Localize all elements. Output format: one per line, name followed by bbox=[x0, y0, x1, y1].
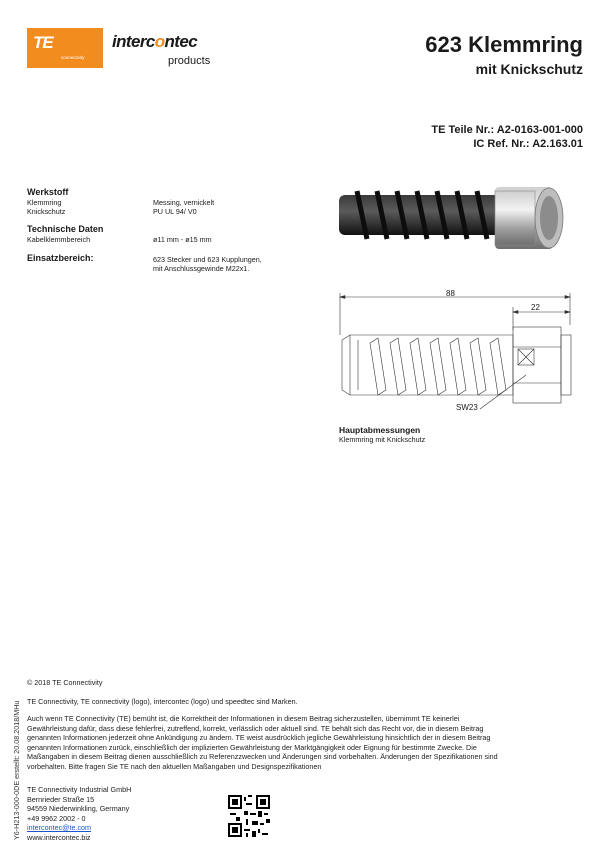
dimension-total: 88 bbox=[446, 289, 455, 298]
brand-o: o bbox=[154, 32, 165, 51]
te-logo-text: TE bbox=[33, 33, 53, 52]
disclaimer: Auch wenn TE Connectivity (TE) bemüht ist, die Korrektheit der Informationen in diesem Beitrag sicherzustellen, übernimmt TE keinerlei Gewährleistung dafür, dass diese fehlerfrei, zutreffend, korrekt, verlässlich oder aktuell sind. TE behält sich das Recht vor, die in diesem Beitrag genannten Informationen jederzeit ohne Ankündigung zu ändern. TE weist ausdrücklich jegliche Gewährleistung hinsichtlich der in diesem Beitrag genannten Informationen zurück, einschließlich der implizierten Gewährleistung der Marktgängigkeit oder Eignung für bestimmte Zwecke. Die Maßangaben in diesem Beitrag dienen ausschließlich zu Referenzzwecken und Änderungen sind vorbehalten. Änderungen der Spezifikationen sind vorbehalten. Bitte fragen Sie TE nach den aktuellen Maßangaben und Designspezifikationen bbox=[27, 714, 498, 771]
intercontec-logo bbox=[112, 32, 197, 52]
spec-value: PU UL 94/ V0 bbox=[153, 207, 197, 216]
copyright: © 2018 TE Connectivity bbox=[27, 678, 103, 687]
einsatzbereich-heading: Einsatzbereich: bbox=[27, 253, 94, 263]
trademark-notice: TE Connectivity, TE connectivity (logo), intercontec (logo) und speedtec sind Marken. bbox=[27, 697, 298, 706]
website: www.intercontec.biz bbox=[27, 832, 91, 842]
document-id-vertical: Y6-H213-000-0DE erstellt: 20.08.2018/MHu bbox=[12, 700, 21, 840]
qr-code bbox=[228, 795, 270, 837]
spec-label: Kabelklemmbereich bbox=[27, 235, 91, 244]
ic-reference: IC Ref. Nr.: A2.163.01 bbox=[473, 138, 583, 150]
einsatz-line-2: mit Anschlussgewinde M22x1. bbox=[153, 264, 250, 273]
te-connectivity-logo bbox=[27, 28, 103, 68]
spec-label: Klemmring bbox=[27, 198, 62, 207]
drawing-title: Hauptabmessungen bbox=[339, 425, 421, 435]
spec-value: ø11 mm - ø15 mm bbox=[153, 235, 212, 244]
product-image bbox=[335, 183, 575, 258]
page-title: 623 Klemmring bbox=[425, 32, 583, 57]
einsatz-line-1: 623 Stecker und 623 Kupplungen, bbox=[153, 255, 262, 264]
brand-products: products bbox=[168, 55, 211, 67]
phone: +49 9962 2002 - 0 bbox=[27, 813, 86, 823]
spec-label: Knickschutz bbox=[27, 207, 66, 216]
brand-prefix: interc bbox=[112, 32, 155, 51]
street: Bernrieder Straße 15 bbox=[27, 794, 95, 804]
part-number: TE Teile Nr.: A2-0163-001-000 bbox=[431, 124, 583, 136]
werkstoff-heading: Werkstoff bbox=[27, 187, 69, 197]
wrench-size-label: SW23 bbox=[456, 403, 478, 412]
page-subtitle: mit Knickschutz bbox=[475, 61, 583, 77]
company-name: TE Connectivity Industrial GmbH bbox=[27, 785, 132, 794]
city: 94559 Niederwinkling, Germany bbox=[27, 804, 130, 814]
technical-drawing bbox=[330, 285, 580, 415]
dimension-nut: 22 bbox=[531, 303, 540, 312]
drawing-subtitle: Klemmring mit Knickschutz bbox=[339, 435, 426, 444]
technische-daten-heading: Technische Daten bbox=[27, 224, 104, 234]
brand-suffix: ntec bbox=[164, 32, 198, 51]
address-block bbox=[27, 785, 131, 843]
email-link[interactable]: intercontec@te.com bbox=[27, 823, 92, 833]
te-logo-sub: connectivity bbox=[61, 55, 85, 60]
spec-value: Messing, vernickelt bbox=[153, 198, 215, 207]
